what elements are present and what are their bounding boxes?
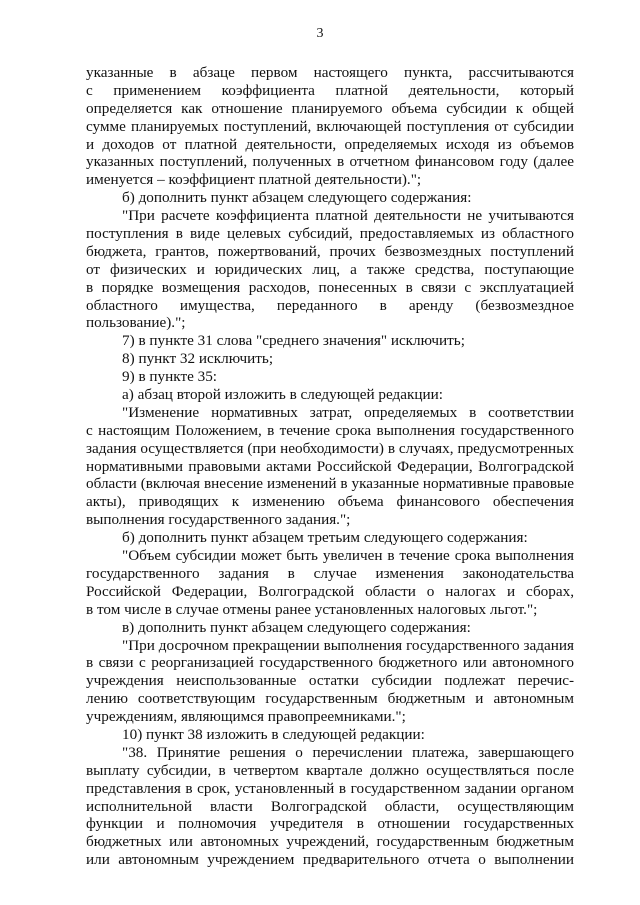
paragraph-first-line: в) дополнить пункт абзацем следующего содержания: — [122, 618, 471, 636]
text-line: представления в срок, установленный в государственном задании органом — [86, 779, 574, 797]
paragraph-first-line: "38. Принятие решения о перечислении платежа, завершающего — [122, 743, 574, 761]
text-line: областного имущества, переданного в аренду (безвозмездное — [86, 296, 574, 314]
text-line: Российской Федерации, Волгоградской области о налогах и сборах, — [86, 582, 574, 600]
paragraph-first-line: б) дополнить пункт абзацем следующего содержания: — [122, 189, 472, 207]
text-line: задания осуществляется (при необходимости) в случаях, предусмотренных — [86, 439, 574, 457]
text-line: пользование)."; — [86, 314, 186, 332]
text-line: с настоящим Положением, в течение срока выполнения государственного — [86, 421, 574, 439]
paragraph-first-line: б) дополнить пункт абзацем третьим следующего содержания: — [122, 529, 528, 547]
text-line: и доходов от платной деятельности, определяемых исходя из объемов — [86, 135, 574, 153]
text-line: именуется – коэффициент платной деятельности)."; — [86, 171, 422, 189]
text-line: указанных поступлений, полученных в отчетном финансовом году (далее — [86, 153, 574, 171]
paragraph-first-line: "При досрочном прекращении выполнения государственного задания — [122, 636, 574, 654]
text-line: от физических и юридических лиц, а также средства, поступающие — [86, 260, 574, 278]
text-line: государственного задания в случае изменения законодательства — [86, 564, 574, 582]
text-line: акты), приводящих к изменению объема финансового обеспечения — [86, 493, 574, 511]
text-line: выполнения государственного задания."; — [86, 511, 351, 529]
page-number: 3 — [316, 26, 324, 41]
text-line: бюджетных или автономных учреждений, государственным бюджетным — [86, 833, 574, 851]
text-line: с применением коэффициента платной деятельности, который — [86, 81, 574, 99]
text-line: определяется как отношение планируемого объема субсидии к общей — [86, 99, 574, 117]
text-line: бюджета, грантов, пожертвований, прочих безвозмездных поступлений — [86, 242, 574, 260]
document-body — [86, 64, 574, 869]
paragraph-first-line: 9) в пункте 35: — [122, 368, 218, 386]
text-line: учреждениям, являющимся правопреемниками."; — [86, 708, 406, 726]
text-line: поступления в виде целевых субсидий, предоставляемых из областного — [86, 225, 574, 243]
text-line: в том числе в случае отмены ранее установленных налоговых льгот."; — [86, 600, 538, 618]
paragraph-first-line: "Объем субсидии может быть увеличен в течение срока выполнения — [122, 547, 574, 565]
paragraph-first-line: 8) пункт 32 исключить; — [122, 350, 274, 368]
text-line: функции и полномочия учредителя в отношении государственных — [86, 815, 574, 833]
text-line: области (включая внесение изменений в указанные нормативные правовые — [86, 475, 574, 493]
text-line: учреждения неиспользованные остатки субсидии подлежат перечис- — [86, 672, 574, 690]
text-line: сумме планируемых поступлений, включающей поступления от субсидии — [86, 117, 574, 135]
text-line: в порядке возмещения расходов, понесенных в связи с эксплуатацией — [86, 278, 574, 296]
text-line: указанные в абзаце первом настоящего пункта, рассчитываются — [86, 64, 574, 81]
text-line: в связи с реорганизацией государственного бюджетного или автономного — [86, 654, 574, 672]
paragraph-first-line: 7) в пункте 31 слова "среднего значения" исключить; — [122, 332, 465, 350]
text-line: лению соответствующим государственным бюджетным и автономным — [86, 690, 574, 708]
text-line: исполнительной власти Волгоградской области, осуществляющим — [86, 797, 574, 815]
text-line: или автономным учреждением предварительного отчета о выполнении — [86, 851, 574, 869]
paragraph-first-line: "При расчете коэффициента платной деятельности не учитываются — [122, 207, 574, 225]
text-line: выплату субсидии, в четвертом квартале должно осуществляться после — [86, 761, 574, 779]
paragraph-first-line: а) абзац второй изложить в следующей редакции: — [122, 386, 444, 404]
text-line: нормативными правовыми актами Российской Федерации, Волгоградской — [86, 457, 574, 475]
paragraph-first-line: "Изменение нормативных затрат, определяемых в соответствии — [122, 403, 574, 421]
paragraph-first-line: 10) пункт 38 изложить в следующей редакции: — [122, 725, 425, 743]
